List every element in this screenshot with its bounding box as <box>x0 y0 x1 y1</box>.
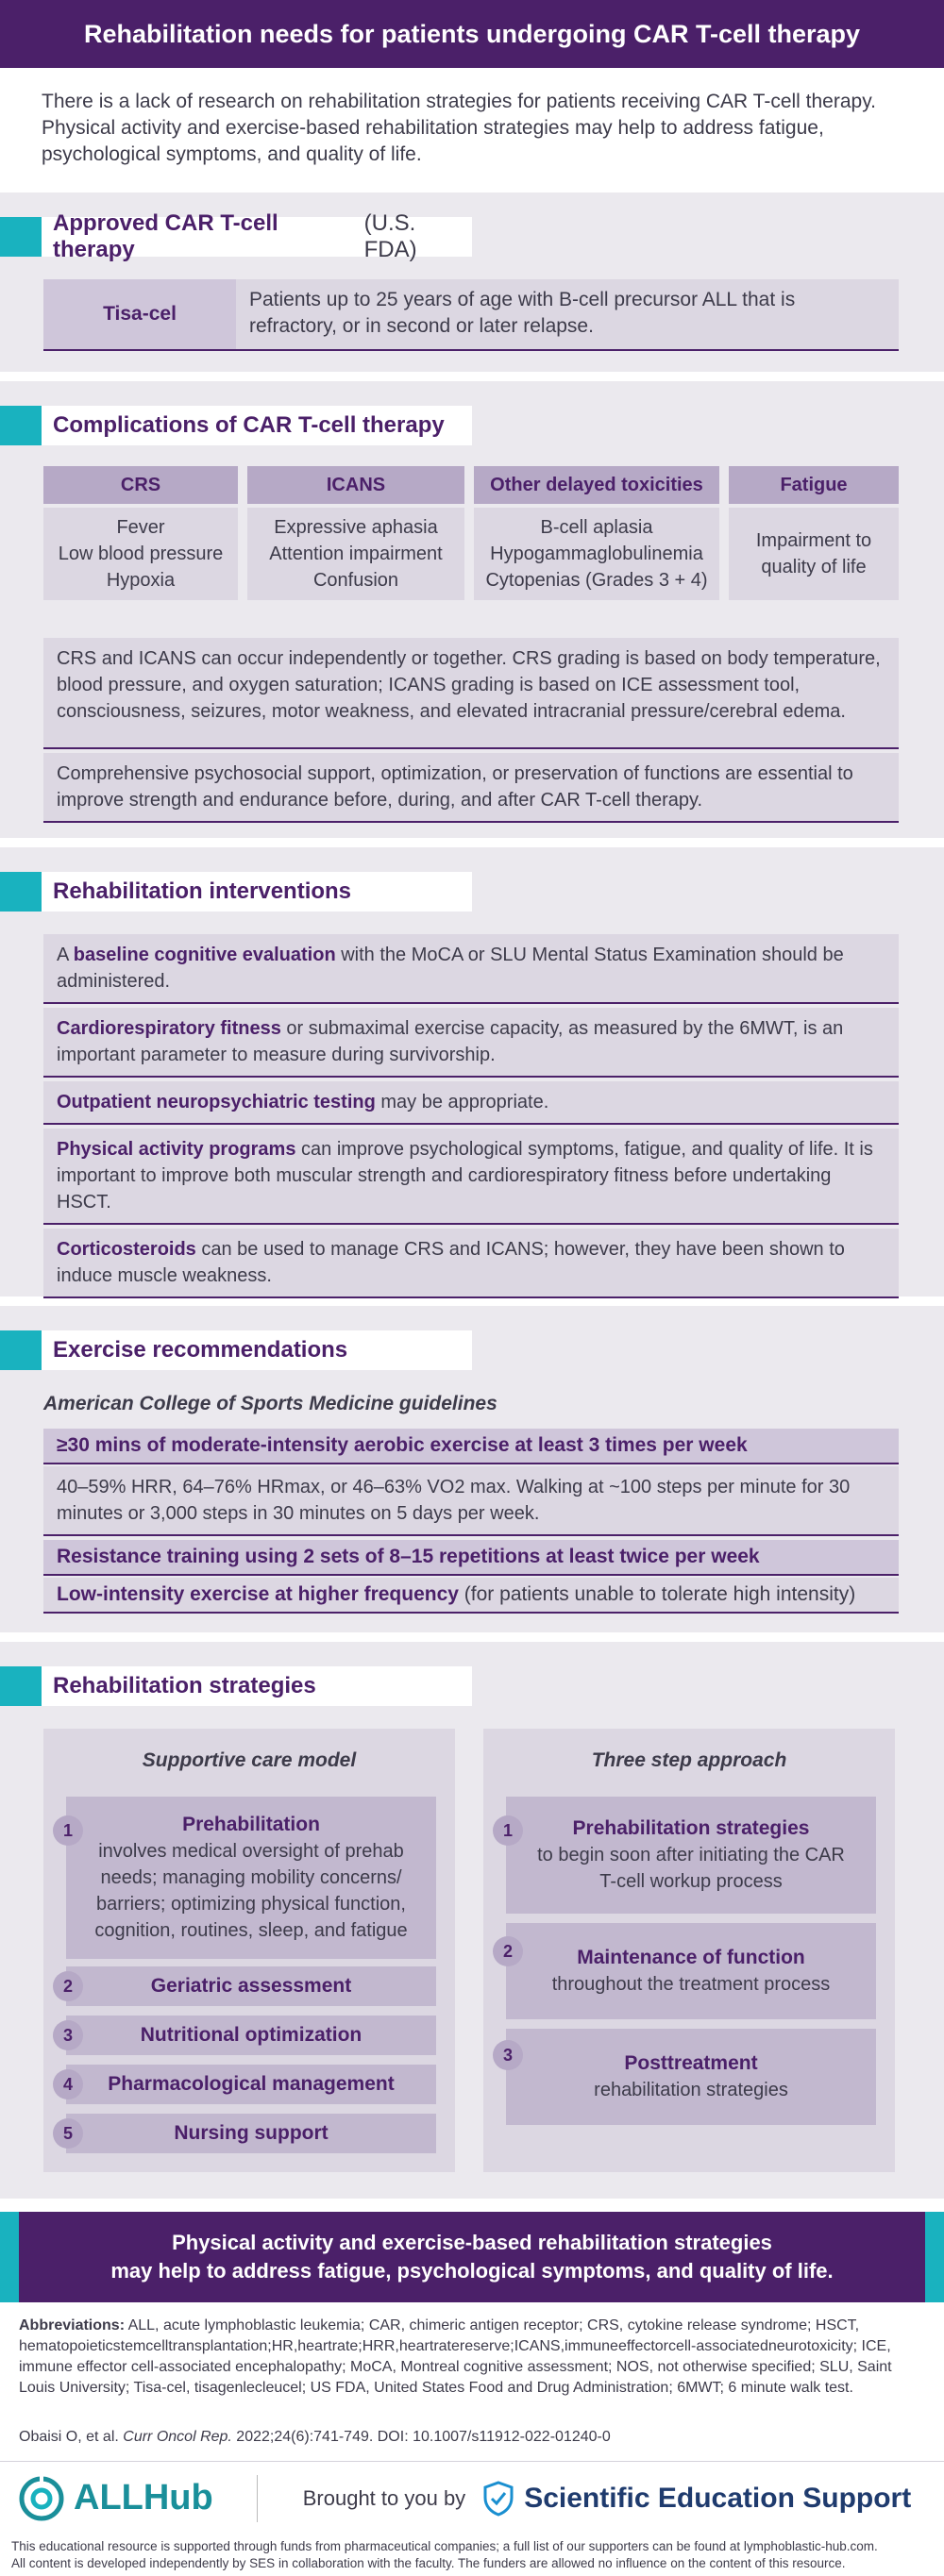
step-number: 1 <box>493 1815 523 1846</box>
drug-description: Patients up to 25 years of age with B-cell precursor ALL that is refractory, or in second or later relapse. <box>236 279 899 349</box>
aerobic-detail: 40–59% HRR, 64–76% HRmax, or 46–63% VO2 max. Walking at ~100 steps per minute for 30 minutes or 3,000 steps in 30 minutes on 5 days per week. <box>43 1466 899 1536</box>
aerobic-heading: ≥30 mins of moderate-intensity aerobic exercise at least 3 times per week <box>43 1429 899 1464</box>
strategy-step: Maintenance of function throughout the treatment process <box>506 1923 876 2019</box>
step-number: 2 <box>53 1971 83 2001</box>
banner-line-1: Physical activity and exercise-based rehabilitation strategies <box>172 2231 772 2254</box>
complication-column-delayed <box>474 466 719 600</box>
teal-marker <box>0 872 42 912</box>
allhub-icon <box>19 2476 64 2521</box>
complication-head: Other delayed toxicities <box>474 466 719 504</box>
footer-divider <box>257 2475 258 2522</box>
complication-item: Low blood pressure <box>58 544 224 564</box>
step-number: 3 <box>493 2040 523 2070</box>
strategies-title: Rehabilitation strategies <box>42 1666 472 1706</box>
disclaimer-line-2: All content is developed independently by SES in collaboration with the faculty. The funders are allowed no influence on the content of this resource. <box>11 2556 846 2570</box>
complication-head: Fatigue <box>729 466 899 504</box>
approved-title: Approved CAR T-cell therapy <box>53 210 278 262</box>
complication-column-fatigue <box>729 466 899 600</box>
intervention-item: Physical activity programs can improve psychological symptoms, fatigue, and quality of life. It is important to improve both muscular strength and cardiorespiratory fitness before undertaking HSCT. <box>43 1129 899 1225</box>
teal-marker <box>0 1330 42 1370</box>
complications-note-2: Comprehensive psychosocial support, optimization, or preservation of functions are essential to improve strength and endurance before, during, and after CAR T-cell therapy. <box>43 753 899 823</box>
step-number: 5 <box>53 2118 83 2149</box>
section-heading <box>0 210 472 262</box>
complication-head: ICANS <box>247 466 464 504</box>
panel-title: Three step approach <box>591 1749 787 1771</box>
strategy-step: Posttreatment rehabilitation strategies <box>506 2029 876 2125</box>
ses-wordmark: Scientific Education Support <box>524 2482 912 2514</box>
strategy-step: Prehabilitation involves medical oversight of prehab needs; managing mobility concerns/ barriers; optimizing physical function, cognition, routines, sleep, and fatigue <box>66 1797 436 1959</box>
interventions-section <box>0 847 944 1296</box>
strategy-step: Pharmacological management <box>66 2065 436 2104</box>
interventions-title: Rehabilitation interventions <box>42 872 472 912</box>
approved-drug-row <box>43 279 899 351</box>
interventions-list <box>43 934 899 1302</box>
complication-column-icans <box>247 466 464 600</box>
strategy-step: Nutritional optimization <box>66 2016 436 2055</box>
complication-item: Fever <box>116 517 165 538</box>
complication-item: Attention impairment <box>269 544 443 564</box>
panel-title: Supportive care model <box>142 1749 357 1771</box>
intro-text: There is a lack of research on rehabilitation strategies for patients receiving CAR T-cell therapy. Physical activity and exercise-based rehabilitation strategies may help to address fatigue, psychological symptoms, and quality of life. <box>42 91 876 165</box>
exercise-section <box>0 1306 944 1632</box>
supportive-care-panel <box>43 1729 455 2172</box>
low-intensity-item: Low-intensity exercise at higher frequency (for patients unable to tolerate high intensity) <box>43 1578 899 1614</box>
three-step-panel <box>483 1729 895 2172</box>
complications-grid <box>43 466 899 600</box>
complication-column-crs <box>43 466 238 600</box>
complication-head: CRS <box>43 466 238 504</box>
complications-note-1: CRS and ICANS can occur independently or together. CRS grading is based on body temperature, blood pressure, and oxygen saturation; ICANS grading is based on ICE assessment tool, consciousness, seizures, motor weakness, and elevated intracranial pressure/cerebral edema. <box>43 638 899 749</box>
intervention-item: Corticosteroids can be used to manage CRS and ICANS; however, they have been shown to induce muscle weakness. <box>43 1229 899 1298</box>
shield-check-icon <box>482 2481 514 2517</box>
resistance-heading: Resistance training using 2 sets of 8–15 repetitions at least twice per week <box>43 1540 899 1576</box>
teal-marker <box>0 1666 42 1706</box>
intervention-item: Outpatient neuropsychiatric testing may be appropriate. <box>43 1081 899 1125</box>
teal-accent <box>0 2212 19 2302</box>
abbreviations-text: ALL, acute lymphoblastic leukemia; CAR, chimeric antigen receptor; CRS, cytokine release syndrome; HSCT, hematopoieticstemcelltransplantation;HR,heartrate;HRR,heartratereserve;ICANS,immuneeffectorcell-associatedneurotoxicity; ICE, immune effector cell-associated encephalopathy; MoCA, Montreal cognitive assessment; NOS, not otherwise specified; SLU, Saint Louis University; Tisa-cel, tisagenlecleucel; US FDA, United States Food and Drug Administration; 6MWT; 6 minute walk test. <box>19 2317 892 2396</box>
complication-item: B-cell aplasia <box>540 517 653 538</box>
page-header <box>0 0 944 68</box>
complications-title: Complications of CAR T-cell therapy <box>42 406 472 445</box>
intervention-item: Cardiorespiratory fitness or submaximal exercise capacity, as measured by the 6MWT, is an important parameter to measure during survivorship. <box>43 1008 899 1078</box>
complications-section <box>0 381 944 838</box>
step-number: 2 <box>493 1936 523 1966</box>
footer <box>0 2461 944 2534</box>
complication-item: Expressive aphasia <box>274 517 438 538</box>
strategy-step: Nursing support <box>66 2114 436 2153</box>
journal-name: Curr Oncol Rep. <box>123 2429 232 2445</box>
abbreviations-label: Abbreviations: <box>19 2317 126 2333</box>
step-number: 1 <box>53 1815 83 1846</box>
teal-marker <box>0 406 42 445</box>
step-number: 4 <box>53 2069 83 2099</box>
complication-item: quality of life <box>761 557 867 577</box>
ses-logo[interactable] <box>482 2481 911 2517</box>
strategy-step: Prehabilitation strategies to begin soon after initiating the CAR T-cell workup process <box>506 1797 876 1914</box>
complication-item: Confusion <box>312 570 399 591</box>
step-number: 3 <box>53 2020 83 2050</box>
drug-name: Tisa-cel <box>43 279 236 349</box>
strategy-step: Geriatric assessment <box>66 1966 436 2006</box>
intervention-item: A baseline cognitive evaluation with the MoCA or SLU Mental Status Examination should be administered. <box>43 934 899 1004</box>
brought-to-you: Brought to you by <box>302 2485 466 2510</box>
summary-banner <box>0 2212 944 2302</box>
abbreviations <box>0 2302 944 2419</box>
banner-line-2: may help to address fatigue, psychological symptoms, and quality of life. <box>110 2259 834 2283</box>
exercise-title: Exercise recommendations <box>42 1330 472 1370</box>
guideline-source: American College of Sports Medicine guidelines <box>43 1393 497 1414</box>
teal-marker <box>0 217 42 257</box>
disclaimer-line-1: This educational resource is supported through funds from pharmaceutical companies; a full list of our supporters can be found at lymphoblastic-hub.com. <box>11 2539 878 2553</box>
page-title: Rehabilitation needs for patients undergoing CAR T-cell therapy <box>83 19 861 48</box>
approved-title-suffix: (U.S. FDA) <box>363 210 417 262</box>
teal-accent <box>925 2212 944 2302</box>
reference: Obaisi O, et al. Curr Oncol Rep. 2022;24(6):741-749. DOI: 10.1007/s11912-022-01240-0 <box>19 2429 611 2445</box>
complication-item: Impairment to <box>755 530 872 551</box>
exercise-list <box>43 1429 899 1617</box>
complication-item: Hypogammaglobulinemia <box>490 544 703 564</box>
disclaimer <box>0 2534 944 2576</box>
strategies-section <box>0 1642 944 2199</box>
complication-item: Cytopenias (Grades 3 + 4) <box>485 570 708 591</box>
complication-item: Hypoxia <box>106 570 176 591</box>
allhub-logo[interactable] <box>19 2476 213 2521</box>
allhub-wordmark: ALLHub <box>74 2478 213 2517</box>
approved-therapy-section <box>0 192 944 372</box>
